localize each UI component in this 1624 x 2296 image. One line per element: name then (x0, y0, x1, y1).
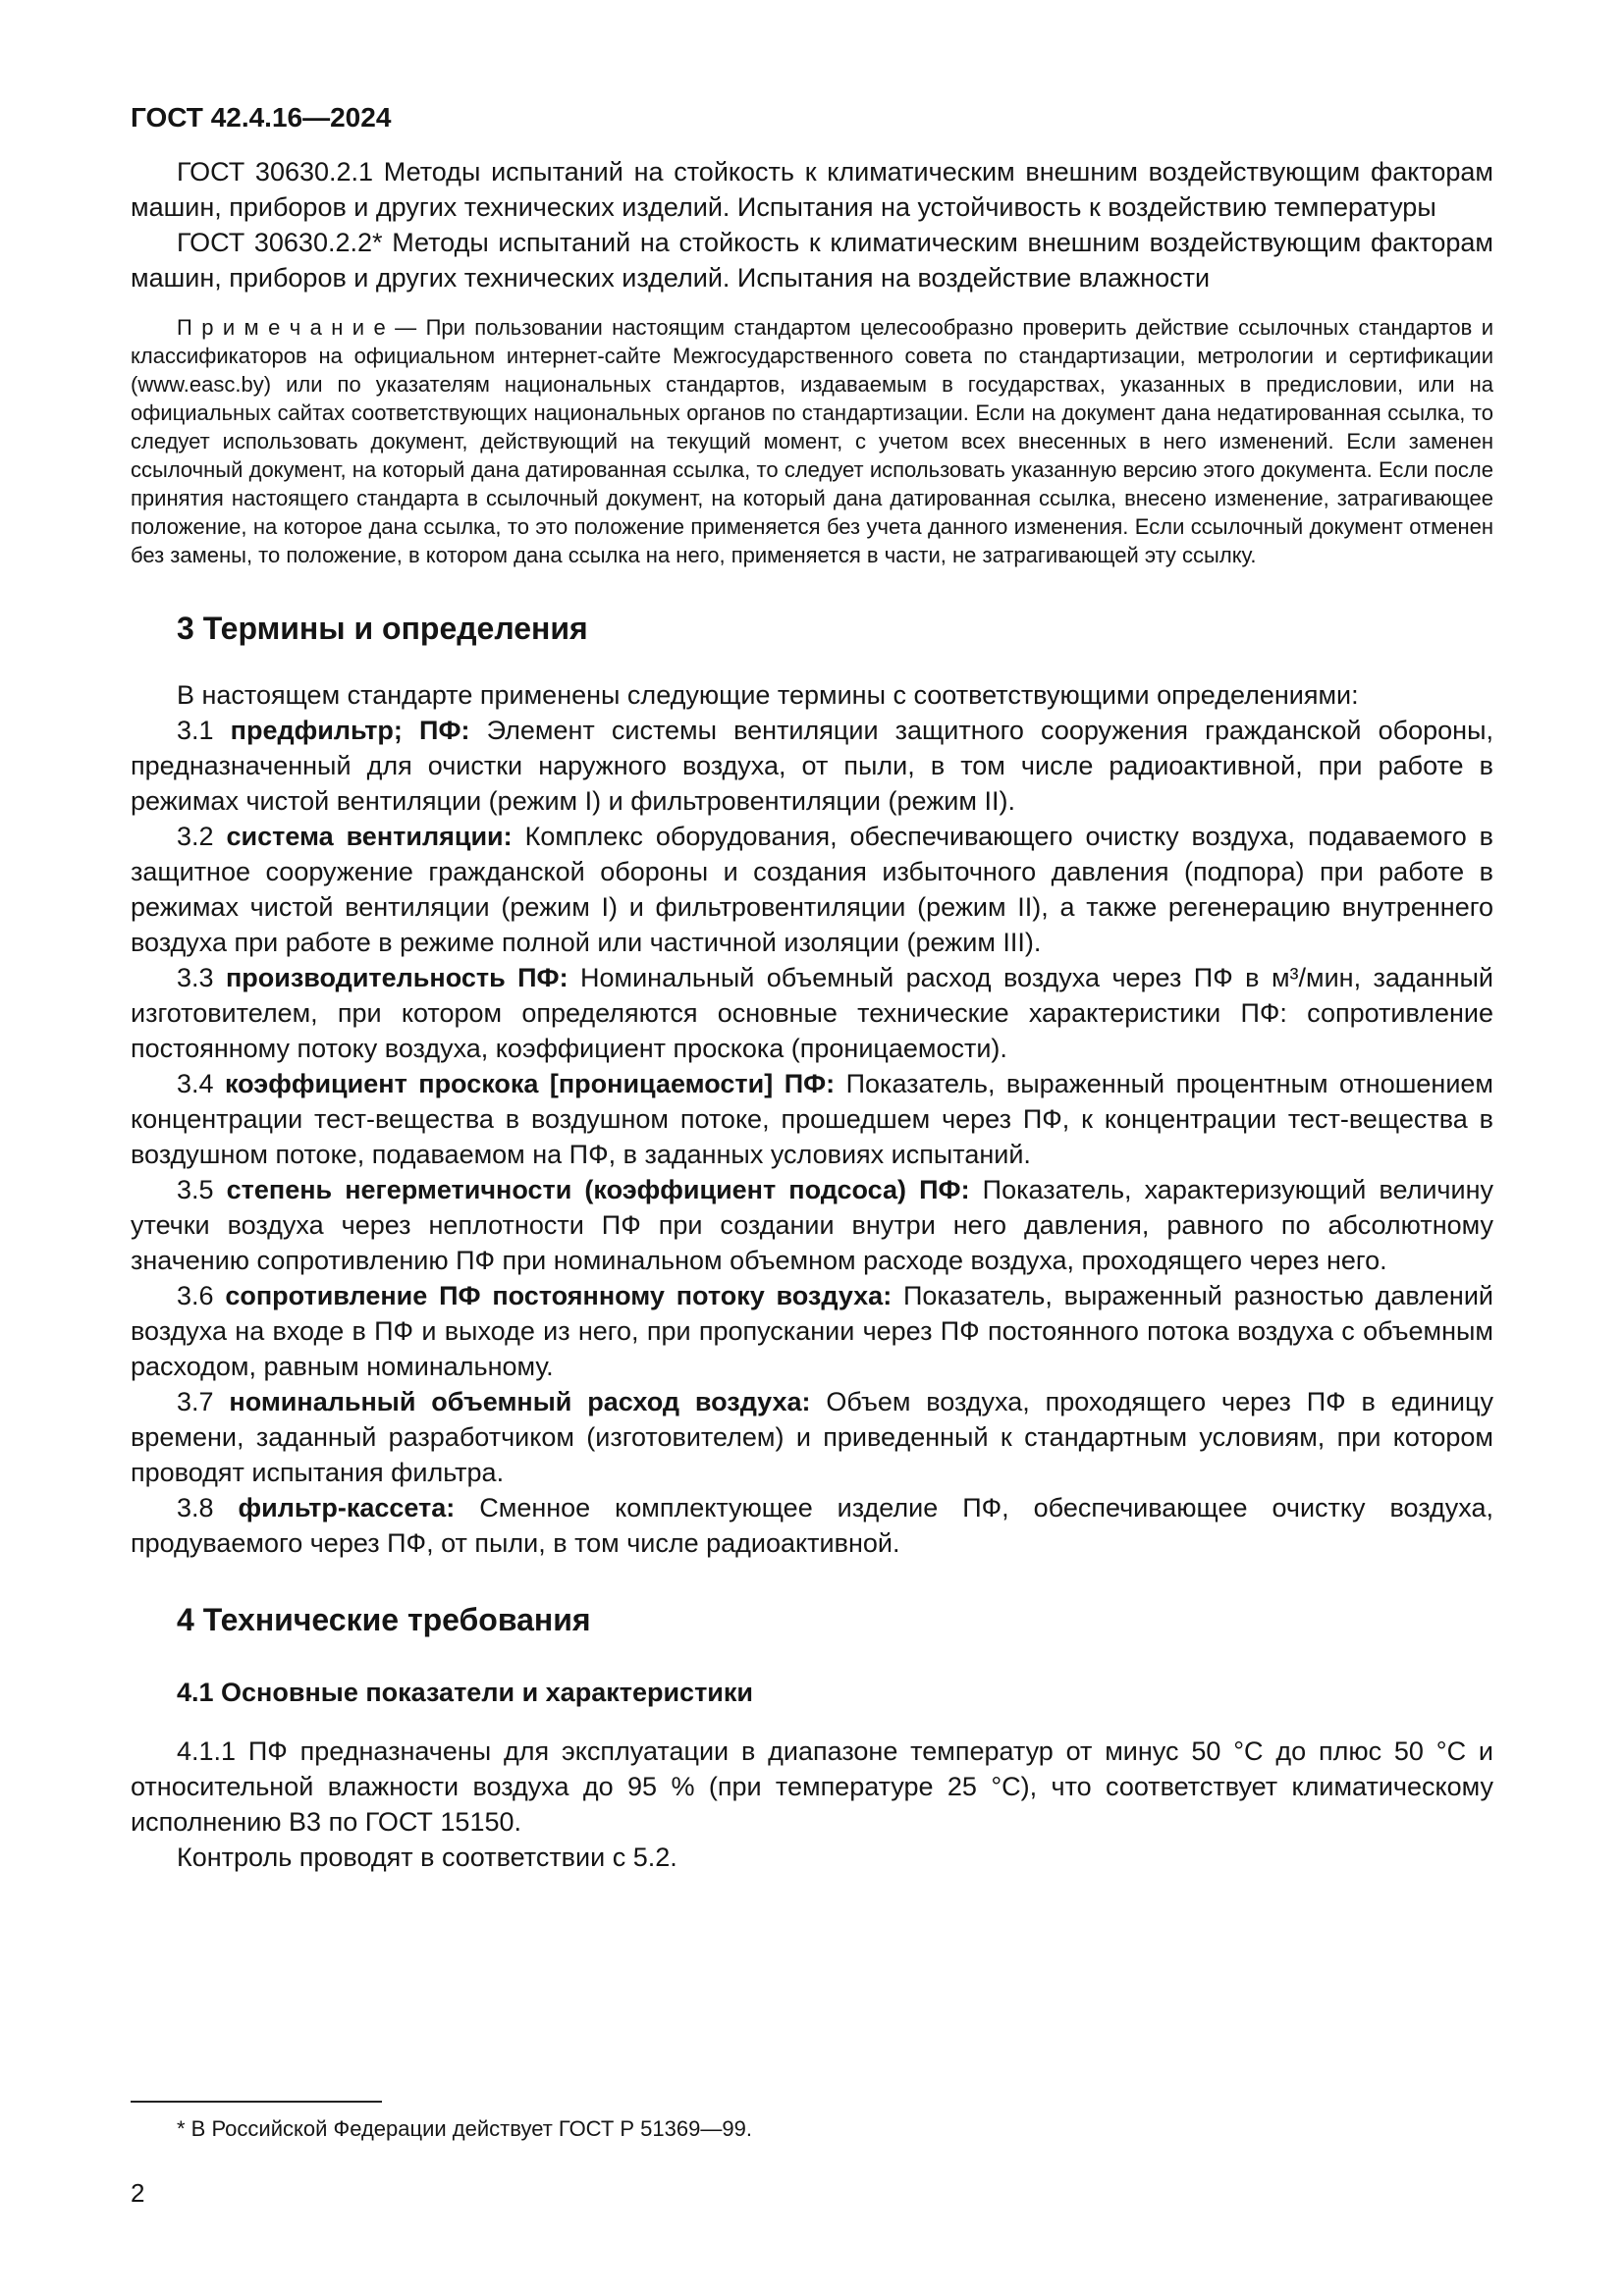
note-label: П р и м е ч а н и е (177, 315, 386, 340)
document-header: ГОСТ 42.4.16—2024 (131, 102, 392, 133)
term-name: производительность ПФ: (225, 963, 568, 992)
term-definition: 3.1 предфильтр; ПФ: Элемент системы вентиляции защитного сооружения гражданской обороны, предназначенный для очистки наружного воздуха, от пыли, в том числе радиоактивной, при работе в режимах чистой вентиляции (режим I) и фильтровентиляции (режим II). (131, 716, 1493, 816)
term-name: фильтр-кассета: (238, 1493, 456, 1522)
section-heading: 4 Технические требования (177, 1602, 591, 1637)
paragraph: В настоящем стандарте применены следующие термины с соответствующими определениями: (177, 680, 1359, 710)
paragraph: ГОСТ 30630.2.2* Методы испытаний на стойкость к климатическим внешним воздействующим факторам машин, приборов и других технических изделий. Испытания на воздействие влажности (131, 228, 1493, 293)
paragraph: ГОСТ 30630.2.1 Методы испытаний на стойкость к климатическим внешним воздействующим факторам машин, приборов и других технических изделий. Испытания на устойчивость к воздействию температуры (131, 157, 1493, 222)
paragraph: Контроль проводят в соответствии с 5.2. (177, 1842, 677, 1872)
term-definition: 3.8 фильтр-кассета: Сменное комплектующее изделие ПФ, обеспечивающее очистку воздуха, продуваемого через ПФ, от пыли, в том числе радиоактивной. (131, 1493, 1493, 1558)
note-paragraph: П р и м е ч а н и е — При пользовании настоящим стандартом целесообразно проверить действие ссылочных стандартов и классификаторов на официальном интернет-сайте Межгосударственного совета по стандартизации, метрологии и сертификации (www.easc.by) или по указателям национальных стандартов, издаваемым в государствах, указанных в предисловии, или на официальных сайтах соответствующих национальных органов по стандартизации. Если на документ дана недатированная ссылка, то следует использовать документ, действующий на текущий момент, с учетом всех внесенных в него изменений. Если заменен ссылочный документ, на который дана датированная ссылка, то следует использовать указанную версию этого документа. Если после принятия настоящего стандарта в ссылочный документ, на который дана датированная ссылка, внесено изменение, затрагивающее положение, на которое дана ссылка, то это положение применяется без учета данного изменения. Если ссылочный документ отменен без замены, то положение, в котором дана ссылка на него, применяется в части, не затрагивающей эту ссылку. (131, 315, 1493, 567)
term-name: степень негерметичности (коэффициент подсоса) ПФ: (226, 1175, 970, 1204)
document-content (131, 101, 1493, 1875)
term-name: номинальный объемный расход воздуха: (229, 1387, 811, 1416)
footnote-block (131, 2101, 1493, 2143)
page-number: 2 (131, 2178, 145, 2208)
term-definition: 3.3 производительность ПФ: Номинальный объемный расход воздуха через ПФ в м³/мин, заданный изготовителем, при котором определяются основные технические характеристики ПФ: сопротивление постоянному потоку воздуха, коэффициент проскока (проницаемости). (131, 963, 1493, 1063)
term-name: предфильтр; ПФ: (230, 716, 470, 745)
footnote-text: * В Российской Федерации действует ГОСТ Р 51369—99. (177, 2116, 752, 2141)
term-definition: 3.2 система вентиляции: Комплекс оборудования, обеспечивающего очистку воздуха, подаваемого в защитное сооружение гражданской обороны и создания избыточного давления (подпора) при работе в режимах чистой вентиляции (режим I) и фильтровентиляции (режим II), а также регенерацию внутреннего воздуха при работе в режиме полной или частичной изоляции (режим III). (131, 822, 1494, 957)
subsection-heading: 4.1 Основные показатели и характеристики (177, 1678, 753, 1707)
document-blocks (131, 154, 1493, 1875)
term-definition: 3.5 степень негерметичности (коэффициент подсоса) ПФ: Показатель, характеризующий величину утечки воздуха через неплотности ПФ при создании внутри него давления, равного по абсолютному значению сопротивлению ПФ при номинальном объемном расходе воздуха, проходящего через него. (131, 1175, 1493, 1275)
term-definition: 3.7 номинальный объемный расход воздуха: Объем воздуха, проходящего через ПФ в единицу времени, заданный разработчиком (изготовителем) и приведенный к стандартным условиям, при котором проводят испытания фильтра. (131, 1387, 1493, 1487)
term-name: сопротивление ПФ постоянному потоку воздуха: (225, 1281, 893, 1310)
footnote-rule (131, 2101, 382, 2103)
term-definition: 3.4 коэффициент проскока [проницаемости] ПФ: Показатель, выраженный процентным отношением концентрации тест-вещества в воздушном потоке, прошедшем через ПФ, к концентрации тест-вещества в воздушном потоке, подаваемом на ПФ, в заданных условиях испытаний. (131, 1069, 1493, 1169)
term-name: система вентиляции: (226, 822, 513, 851)
term-definition: 3.6 сопротивление ПФ постоянному потоку воздуха: Показатель, выраженный разностью давлений воздуха на входе в ПФ и выходе из него, при пропускании через ПФ постоянного потока воздуха с объемным расходом, равным номинальному. (131, 1281, 1493, 1381)
section-heading: 3 Термины и определения (177, 611, 588, 646)
paragraph: 4.1.1 ПФ предназначены для эксплуатации в диапазоне температур от минус 50 °C до плюс 50 °C и относительной влажности воздуха до 95 % (при температуре 25 °C), что соответствует климатическому исполнению В3 по ГОСТ 15150. (131, 1736, 1493, 1837)
term-name: коэффициент проскока [проницаемости] ПФ: (225, 1069, 836, 1098)
